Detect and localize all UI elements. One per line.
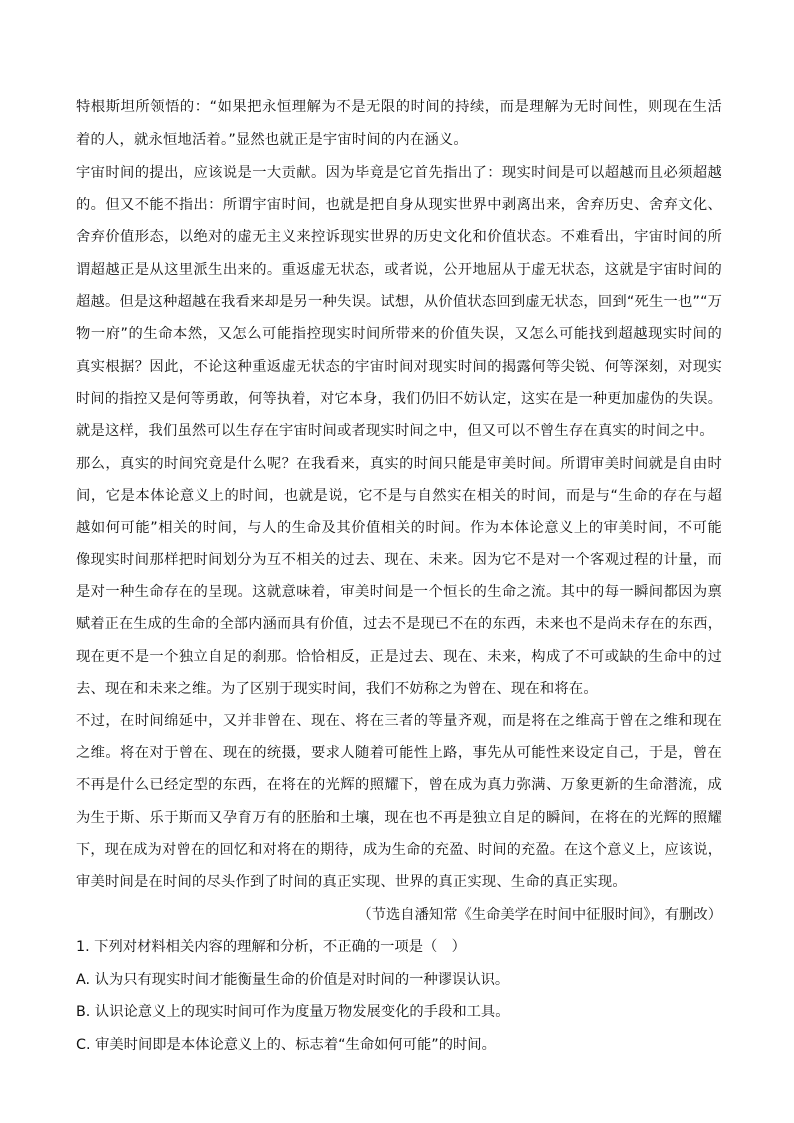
text-line: 不再是什么已经定型的东西，在将在的光辉的照耀下，曾在成为真力弥满、万象更新的生命潜流，成: [76, 777, 722, 793]
text-line: 赋着正在生成的生命的全部内涵而具有价值，过去不是现已不在的东西，未来也不是尚未存在的东西，: [76, 616, 722, 632]
text-line: 间，它是本体论意义上的时间，也就是说，它不是与自然实在相关的时间，而是与“生命的存在与超: [76, 488, 722, 504]
text-line: 去、现在和未来之维。为了区别于现实时间，我们不妨称之为曾在、现在和将在。: [76, 681, 598, 697]
text-line: 审美时间是在时间的尽头作到了时间的真正实现、世界的真正实现、生命的真正实现。: [76, 874, 627, 890]
text-line: 越如何可能”相关的时间，与人的生命及其价值相关的时间。作为本体论意义上的审美时间，不可能: [76, 520, 722, 536]
question-stem: 1. 下列对材料相关内容的理解和分析，不正确的一项是（ ）: [76, 939, 466, 955]
text-line: 物一府”的生命本然，又怎么可能指控现实时间所带来的价值失误，又怎么可能找到超越现实时间的: [76, 326, 722, 342]
text-line: 不过，在时间绵延中，又并非曾在、现在、将在三者的等量齐观，而是将在之维高于曾在之维和现在: [76, 713, 722, 729]
text-line: 时间的指控又是何等勇敢，何等执着，对它本身，我们仍旧不妨认定，这实在是一种更加虚伪的失误。: [76, 391, 722, 407]
text-line: 真实根据？因此，不论这种重返虚无状态的宇宙时间对现实时间的揭露何等尖锐、何等深刻，对现实: [76, 359, 722, 375]
text-line: 那么，真实的时间究竟是什么呢？在我看来，真实的时间只能是审美时间。所谓审美时间就是自由时: [76, 456, 722, 472]
option-b: B. 认识论意义上的现实时间可作为度量万物发展变化的手段和工具。: [76, 1004, 510, 1020]
text-line: 宇宙时间的提出，应该说是一大贡献。因为毕竟是它首先指出了：现实时间是可以超越而且必须超越: [76, 165, 722, 181]
text-line: 着的人，就永恒地活着。”显然也就正是宇宙时间的内在涵义。: [76, 132, 468, 148]
source-citation: （节选自潘知常《生命美学在时间中征服时间》，有删改）: [357, 907, 722, 923]
text-line: 就是这样，我们虽然可以生存在宇宙时间或者现实时间之中，但又可以不曾生存在真实的时间之中。: [76, 423, 714, 439]
text-line: 之维。将在对于曾在、现在的统摄，要求人随着可能性上路，事先从可能性来设定自己，于是，曾在: [76, 745, 722, 761]
option-c: C. 审美时间即是本体论意义上的、标志着“生命如何可能”的时间。: [76, 1037, 496, 1053]
text-line: 舍弃价值形态，以绝对的虚无主义来控诉现实世界的历史文化和价值状态。不难看出，宇宙时间的所: [76, 229, 722, 245]
text-line: 下，现在成为对曾在的回忆和对将在的期待，成为生命的充盈、时间的充盈。在这个意义上，应该说，: [76, 842, 722, 858]
text-line: 现在更不是一个独立自足的刹那。恰恰相反，正是过去、现在、未来，构成了不可或缺的生命中的过: [76, 649, 722, 665]
text-line: 谓超越正是从这里派生出来的。重返虚无状态，或者说，公开地屈从于虚无状态，这就是宇宙时间的: [76, 262, 722, 278]
text-line: 像现实时间那样把时间划分为互不相关的过去、现在、未来。因为它不是对一个客观过程的计量，而: [76, 552, 722, 568]
option-a: A. 认为只有现实时间才能衡量生命的价值是对时间的一种谬误认识。: [76, 972, 510, 988]
text-line: 特根斯坦所领悟的：“如果把永恒理解为不是无限的时间的持续，而是理解为无时间性，则现在生活: [76, 99, 722, 115]
text-line: 是对一种生命存在的呈现。这就意味着，审美时间是一个恒长的生命之流。其中的每一瞬间都因为禀: [76, 584, 722, 600]
text-line: 超越。但是这种超越在我看来却是另一种失误。试想，从价值状态回到虚无状态，回到“死生一也”“万: [76, 294, 723, 310]
text-line: 为生于斯、乐于斯而又孕育万有的胚胎和土壤，现在也不再是独立自足的瞬间，在将在的光辉的照耀: [76, 810, 722, 826]
text-line: 的。但又不能不指出：所谓宇宙时间，也就是把自身从现实世界中剥离出来，舍弃历史、舍弃文化、: [76, 197, 722, 213]
